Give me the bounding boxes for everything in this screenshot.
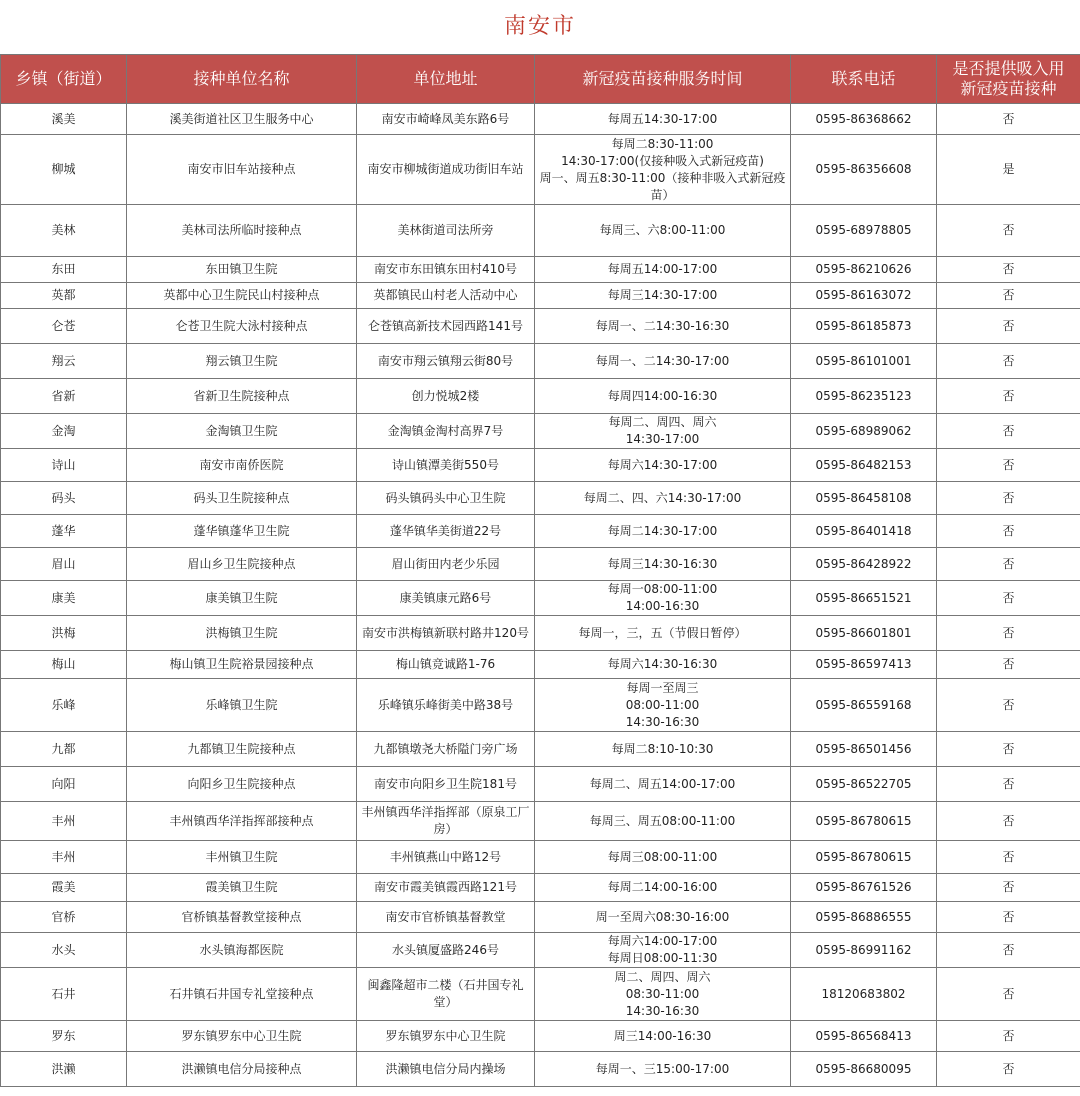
cell-inhaled-vaccine: 否 (937, 283, 1080, 309)
cell-site-name: 石井镇石井国专礼堂接种点 (127, 968, 357, 1021)
cell-phone: 0595-86501456 (791, 732, 937, 767)
header-phone: 联系电话 (791, 55, 937, 104)
cell-service-time: 每周二8:30-11:00 14:30-17:00(仅接种吸入式新冠疫苗) 周一、周五8:30-11:00（接种非吸入式新冠疫苗） (535, 135, 791, 205)
cell-site-name: 康美镇卫生院 (127, 581, 357, 616)
table-row (1, 767, 1080, 802)
table-row (1, 135, 1080, 205)
cell-phone: 0595-86651521 (791, 581, 937, 616)
cell-phone: 0595-86235123 (791, 379, 937, 414)
table-row (1, 309, 1080, 344)
table-row (1, 449, 1080, 482)
cell-service-time: 每周二、周四、周六 14:30-17:00 (535, 414, 791, 449)
cell-site-name: 英都中心卫生院民山村接种点 (127, 283, 357, 309)
cell-address: 码头镇码头中心卫生院 (357, 482, 535, 515)
table-row (1, 379, 1080, 414)
cell-address: 闽鑫隆超市二楼（石井国专礼堂） (357, 968, 535, 1021)
cell-township: 洪濑 (1, 1052, 127, 1087)
cell-site-name: 翔云镇卫生院 (127, 344, 357, 379)
cell-site-name: 眉山乡卫生院接种点 (127, 548, 357, 581)
cell-inhaled-vaccine: 否 (937, 515, 1080, 548)
cell-service-time: 每周一，三，五（节假日暂停） (535, 616, 791, 651)
header-service-time: 新冠疫苗接种服务时间 (535, 55, 791, 104)
cell-address: 丰州镇燕山中路12号 (357, 841, 535, 874)
cell-service-time: 每周二8:10-10:30 (535, 732, 791, 767)
cell-service-time: 每周二、周五14:00-17:00 (535, 767, 791, 802)
cell-service-time: 每周六14:30-17:00 (535, 449, 791, 482)
cell-phone: 0595-86680095 (791, 1052, 937, 1087)
cell-township: 美林 (1, 205, 127, 257)
cell-address: 南安市柳城街道成功街旧车站 (357, 135, 535, 205)
cell-service-time: 每周四14:00-16:30 (535, 379, 791, 414)
header-site-name: 接种单位名称 (127, 55, 357, 104)
cell-township: 罗东 (1, 1021, 127, 1052)
cell-address: 九都镇墩尧大桥隘门旁广场 (357, 732, 535, 767)
cell-phone: 0595-86780615 (791, 841, 937, 874)
cell-phone: 0595-86568413 (791, 1021, 937, 1052)
cell-address: 南安市洪梅镇新联村路井120号 (357, 616, 535, 651)
cell-site-name: 南安市旧车站接种点 (127, 135, 357, 205)
cell-inhaled-vaccine: 否 (937, 651, 1080, 679)
cell-address: 诗山镇潭美街550号 (357, 449, 535, 482)
cell-site-name: 码头卫生院接种点 (127, 482, 357, 515)
cell-inhaled-vaccine: 否 (937, 874, 1080, 902)
cell-service-time: 每周五14:30-17:00 (535, 104, 791, 135)
table-row (1, 548, 1080, 581)
cell-township: 诗山 (1, 449, 127, 482)
cell-township: 仑苍 (1, 309, 127, 344)
cell-phone: 0595-86780615 (791, 802, 937, 841)
cell-address: 金淘镇金淘村高界7号 (357, 414, 535, 449)
cell-site-name: 东田镇卫生院 (127, 257, 357, 283)
table-row (1, 205, 1080, 257)
cell-site-name: 溪美街道社区卫生服务中心 (127, 104, 357, 135)
cell-site-name: 金淘镇卫生院 (127, 414, 357, 449)
cell-address: 仑苍镇高新技术园西路141号 (357, 309, 535, 344)
table-row (1, 732, 1080, 767)
cell-address: 创力悦城2楼 (357, 379, 535, 414)
table-row (1, 344, 1080, 379)
cell-township: 乐峰 (1, 679, 127, 732)
cell-address: 美林街道司法所旁 (357, 205, 535, 257)
table-row (1, 283, 1080, 309)
cell-inhaled-vaccine: 否 (937, 548, 1080, 581)
cell-phone: 0595-86101001 (791, 344, 937, 379)
cell-service-time: 周一至周六08:30-16:00 (535, 902, 791, 933)
cell-site-name: 罗东镇罗东中心卫生院 (127, 1021, 357, 1052)
cell-phone: 0595-86356608 (791, 135, 937, 205)
table-row (1, 482, 1080, 515)
cell-phone: 0595-86991162 (791, 933, 937, 968)
cell-township: 官桥 (1, 902, 127, 933)
cell-township: 英都 (1, 283, 127, 309)
table-row (1, 902, 1080, 933)
table-header-row (1, 55, 1080, 104)
cell-site-name: 九都镇卫生院接种点 (127, 732, 357, 767)
cell-address: 南安市翔云镇翔云街80号 (357, 344, 535, 379)
cell-address: 南安市向阳乡卫生院181号 (357, 767, 535, 802)
cell-inhaled-vaccine: 否 (937, 379, 1080, 414)
cell-site-name: 梅山镇卫生院裕景园接种点 (127, 651, 357, 679)
cell-phone: 0595-86401418 (791, 515, 937, 548)
vaccination-sites-table (0, 54, 1080, 1087)
cell-phone: 0595-86597413 (791, 651, 937, 679)
table-row (1, 414, 1080, 449)
header-address: 单位地址 (357, 55, 535, 104)
cell-address: 南安市霞美镇霞西路121号 (357, 874, 535, 902)
cell-inhaled-vaccine: 否 (937, 679, 1080, 732)
cell-inhaled-vaccine: 否 (937, 767, 1080, 802)
cell-township: 向阳 (1, 767, 127, 802)
cell-phone: 0595-86522705 (791, 767, 937, 802)
table-row (1, 104, 1080, 135)
cell-service-time: 每周五14:00-17:00 (535, 257, 791, 283)
cell-address: 南安市官桥镇基督教堂 (357, 902, 535, 933)
cell-inhaled-vaccine: 否 (937, 1052, 1080, 1087)
cell-township: 丰州 (1, 841, 127, 874)
cell-inhaled-vaccine: 否 (937, 933, 1080, 968)
cell-site-name: 水头镇海都医院 (127, 933, 357, 968)
cell-site-name: 洪濑镇电信分局接种点 (127, 1052, 357, 1087)
cell-site-name: 蓬华镇蓬华卫生院 (127, 515, 357, 548)
table-row (1, 515, 1080, 548)
cell-address: 南安市崎峰凤美东路6号 (357, 104, 535, 135)
cell-phone: 0595-86428922 (791, 548, 937, 581)
cell-township: 霞美 (1, 874, 127, 902)
cell-phone: 0595-68978805 (791, 205, 937, 257)
table-row (1, 874, 1080, 902)
table-row (1, 679, 1080, 732)
cell-inhaled-vaccine: 否 (937, 968, 1080, 1021)
cell-site-name: 向阳乡卫生院接种点 (127, 767, 357, 802)
cell-site-name: 乐峰镇卫生院 (127, 679, 357, 732)
cell-address: 梅山镇竞诚路1-76 (357, 651, 535, 679)
cell-site-name: 官桥镇基督教堂接种点 (127, 902, 357, 933)
cell-site-name: 美林司法所临时接种点 (127, 205, 357, 257)
cell-phone: 0595-86458108 (791, 482, 937, 515)
cell-inhaled-vaccine: 是 (937, 135, 1080, 205)
cell-phone: 0595-86482153 (791, 449, 937, 482)
cell-inhaled-vaccine: 否 (937, 732, 1080, 767)
cell-inhaled-vaccine: 否 (937, 414, 1080, 449)
cell-service-time: 每周一、二14:30-17:00 (535, 344, 791, 379)
cell-address: 水头镇厦盛路246号 (357, 933, 535, 968)
cell-service-time: 每周三、周五08:00-11:00 (535, 802, 791, 841)
cell-phone: 0595-86761526 (791, 874, 937, 902)
cell-township: 溪美 (1, 104, 127, 135)
cell-township: 石井 (1, 968, 127, 1021)
cell-site-name: 省新卫生院接种点 (127, 379, 357, 414)
cell-phone: 0595-86163072 (791, 283, 937, 309)
cell-township: 东田 (1, 257, 127, 283)
table-row (1, 841, 1080, 874)
cell-service-time: 周二、周四、周六 08:30-11:00 14:30-16:30 (535, 968, 791, 1021)
cell-inhaled-vaccine: 否 (937, 581, 1080, 616)
cell-inhaled-vaccine: 否 (937, 802, 1080, 841)
cell-address: 丰州镇西华洋指挥部（原泉工厂房） (357, 802, 535, 841)
cell-township: 九都 (1, 732, 127, 767)
cell-township: 省新 (1, 379, 127, 414)
cell-phone: 0595-86210626 (791, 257, 937, 283)
cell-service-time: 每周三14:30-17:00 (535, 283, 791, 309)
cell-phone: 0595-86886555 (791, 902, 937, 933)
cell-address: 洪濑镇电信分局内操场 (357, 1052, 535, 1087)
cell-inhaled-vaccine: 否 (937, 104, 1080, 135)
table-row (1, 257, 1080, 283)
cell-phone: 0595-86601801 (791, 616, 937, 651)
table-row (1, 933, 1080, 968)
cell-site-name: 丰州镇卫生院 (127, 841, 357, 874)
cell-service-time: 每周六14:30-16:30 (535, 651, 791, 679)
cell-address: 南安市东田镇东田村410号 (357, 257, 535, 283)
cell-service-time: 每周六14:00-17:00 每周日08:00-11:30 (535, 933, 791, 968)
cell-township: 洪梅 (1, 616, 127, 651)
cell-inhaled-vaccine: 否 (937, 257, 1080, 283)
table-row (1, 1052, 1080, 1087)
cell-inhaled-vaccine: 否 (937, 482, 1080, 515)
cell-service-time: 每周二14:00-16:00 (535, 874, 791, 902)
cell-service-time: 周三14:00-16:30 (535, 1021, 791, 1052)
cell-site-name: 仑苍卫生院大泳村接种点 (127, 309, 357, 344)
page-title: 南安市 (503, 14, 576, 39)
cell-township: 眉山 (1, 548, 127, 581)
cell-inhaled-vaccine: 否 (937, 841, 1080, 874)
cell-township: 梅山 (1, 651, 127, 679)
cell-address: 眉山街田内老少乐园 (357, 548, 535, 581)
cell-site-name: 南安市南侨医院 (127, 449, 357, 482)
cell-inhaled-vaccine: 否 (937, 309, 1080, 344)
cell-phone: 0595-86559168 (791, 679, 937, 732)
table-row (1, 802, 1080, 841)
cell-township: 金淘 (1, 414, 127, 449)
cell-township: 丰州 (1, 802, 127, 841)
cell-inhaled-vaccine: 否 (937, 449, 1080, 482)
cell-address: 蓬华镇华美街道22号 (357, 515, 535, 548)
cell-service-time: 每周一、二14:30-16:30 (535, 309, 791, 344)
cell-address: 乐峰镇乐峰街美中路38号 (357, 679, 535, 732)
cell-service-time: 每周二、四、六14:30-17:00 (535, 482, 791, 515)
cell-site-name: 洪梅镇卫生院 (127, 616, 357, 651)
cell-phone: 0595-86185873 (791, 309, 937, 344)
cell-address: 英都镇民山村老人活动中心 (357, 283, 535, 309)
cell-site-name: 霞美镇卫生院 (127, 874, 357, 902)
cell-service-time: 每周一至周三 08:00-11:00 14:30-16:30 (535, 679, 791, 732)
cell-service-time: 每周三、六8:00-11:00 (535, 205, 791, 257)
cell-township: 蓬华 (1, 515, 127, 548)
cell-inhaled-vaccine: 否 (937, 616, 1080, 651)
cell-township: 翔云 (1, 344, 127, 379)
cell-phone: 0595-86368662 (791, 104, 937, 135)
cell-township: 柳城 (1, 135, 127, 205)
cell-inhaled-vaccine: 否 (937, 902, 1080, 933)
cell-phone: 18120683802 (791, 968, 937, 1021)
cell-address: 康美镇康元路6号 (357, 581, 535, 616)
cell-township: 水头 (1, 933, 127, 968)
table-row (1, 616, 1080, 651)
cell-inhaled-vaccine: 否 (937, 1021, 1080, 1052)
cell-service-time: 每周一08:00-11:00 14:00-16:30 (535, 581, 791, 616)
cell-service-time: 每周三14:30-16:30 (535, 548, 791, 581)
cell-service-time: 每周三08:00-11:00 (535, 841, 791, 874)
header-inhaled-vaccine: 是否提供吸入用 新冠疫苗接种 (937, 55, 1080, 104)
cell-service-time: 每周一、三15:00-17:00 (535, 1052, 791, 1087)
table-row (1, 1021, 1080, 1052)
cell-site-name: 丰州镇西华洋指挥部接种点 (127, 802, 357, 841)
cell-inhaled-vaccine: 否 (937, 344, 1080, 379)
cell-township: 康美 (1, 581, 127, 616)
table-row (1, 651, 1080, 679)
cell-service-time: 每周二14:30-17:00 (535, 515, 791, 548)
cell-phone: 0595-68989062 (791, 414, 937, 449)
cell-inhaled-vaccine: 否 (937, 205, 1080, 257)
table-row (1, 581, 1080, 616)
cell-township: 码头 (1, 482, 127, 515)
cell-address: 罗东镇罗东中心卫生院 (357, 1021, 535, 1052)
header-township: 乡镇（街道） (1, 55, 127, 104)
table-row (1, 968, 1080, 1021)
